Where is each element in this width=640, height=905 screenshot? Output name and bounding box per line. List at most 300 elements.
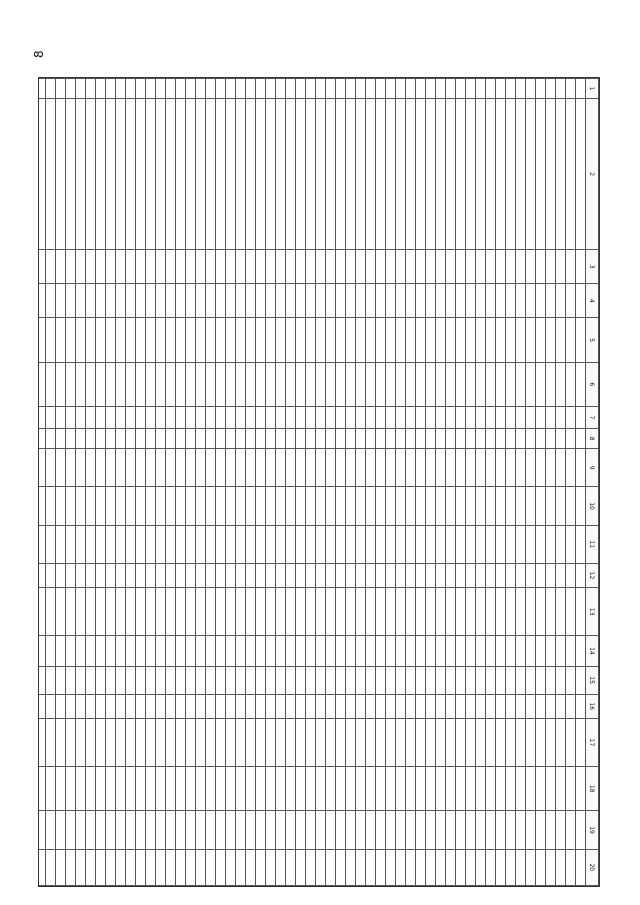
table-cell xyxy=(66,99,76,250)
table-cell xyxy=(306,318,316,362)
table-cell xyxy=(516,718,526,766)
table-cell xyxy=(136,487,146,525)
table-cell xyxy=(166,636,176,666)
table-cell xyxy=(86,284,96,318)
table-cell xyxy=(38,318,46,362)
table-cell xyxy=(38,694,46,718)
table-cell xyxy=(396,250,406,284)
table-cell xyxy=(56,99,66,250)
table-cell xyxy=(556,449,566,487)
table-cell xyxy=(96,79,106,99)
table-cell xyxy=(136,718,146,766)
table-cell xyxy=(396,588,406,636)
table-cell xyxy=(286,284,296,318)
table-cell xyxy=(106,429,116,449)
table-cell xyxy=(556,694,566,718)
table-cell xyxy=(416,487,426,525)
table-cell xyxy=(46,318,56,362)
table-cell xyxy=(456,449,466,487)
table-cell xyxy=(436,284,446,318)
table-cell xyxy=(386,284,396,318)
table-cell xyxy=(476,636,486,666)
table-cell xyxy=(346,79,356,99)
table-cell xyxy=(436,318,446,362)
table-cell xyxy=(286,99,296,250)
table-cell xyxy=(216,666,226,694)
table-cell xyxy=(486,694,496,718)
table-cell xyxy=(336,362,346,406)
table-cell xyxy=(386,99,396,250)
table-cell xyxy=(46,636,56,666)
table-cell xyxy=(426,694,436,718)
table-cell xyxy=(136,767,146,811)
column-number: 8 xyxy=(586,429,599,449)
table-cell xyxy=(296,811,306,849)
table-cell xyxy=(106,694,116,718)
table-cell xyxy=(136,99,146,250)
table-cell xyxy=(556,849,566,885)
table-cell xyxy=(576,525,586,563)
table-cell xyxy=(366,666,376,694)
table-cell xyxy=(366,284,376,318)
table-cell xyxy=(576,449,586,487)
table-cell xyxy=(256,525,266,563)
table-cell xyxy=(316,99,326,250)
table-cell xyxy=(536,849,546,885)
table-cell xyxy=(326,525,336,563)
table-cell xyxy=(136,79,146,99)
table-cell xyxy=(476,588,486,636)
table-cell xyxy=(336,811,346,849)
table-cell xyxy=(356,449,366,487)
table-cell xyxy=(146,318,156,362)
table-cell xyxy=(306,636,316,666)
table-cell xyxy=(196,429,206,449)
table-cell xyxy=(86,811,96,849)
table-cell xyxy=(116,811,126,849)
table-cell xyxy=(476,284,486,318)
table-cell xyxy=(456,79,466,99)
table-row xyxy=(546,79,556,886)
table-cell xyxy=(236,284,246,318)
table-cell xyxy=(86,99,96,250)
table-cell xyxy=(376,694,386,718)
table-cell xyxy=(436,79,446,99)
table-cell xyxy=(76,250,86,284)
table-cell xyxy=(536,362,546,406)
table-cell xyxy=(256,362,266,406)
table-cell xyxy=(76,79,86,99)
table-cell xyxy=(306,588,316,636)
table-cell xyxy=(486,487,496,525)
table-cell xyxy=(296,429,306,449)
table-cell xyxy=(296,79,306,99)
table-cell xyxy=(46,362,56,406)
table-cell xyxy=(76,636,86,666)
table-cell xyxy=(536,79,546,99)
table-cell xyxy=(496,811,506,849)
table-cell xyxy=(516,666,526,694)
table-cell xyxy=(406,636,416,666)
table-cell xyxy=(186,79,196,99)
table-cell xyxy=(356,849,366,885)
table-cell xyxy=(476,79,486,99)
table-cell xyxy=(66,79,76,99)
table-cell xyxy=(66,284,76,318)
table-cell xyxy=(326,449,336,487)
table-row xyxy=(356,79,366,886)
table-cell xyxy=(166,406,176,428)
table-cell xyxy=(216,449,226,487)
table-cell xyxy=(116,718,126,766)
table-cell xyxy=(226,694,236,718)
table-cell xyxy=(286,767,296,811)
table-cell xyxy=(96,694,106,718)
table-cell xyxy=(536,99,546,250)
table-cell xyxy=(556,284,566,318)
table-cell xyxy=(46,563,56,587)
table-cell xyxy=(306,718,316,766)
table-cell xyxy=(316,318,326,362)
table-cell xyxy=(38,449,46,487)
table-cell xyxy=(276,563,286,587)
table-cell xyxy=(336,406,346,428)
table-cell xyxy=(366,406,376,428)
table-cell xyxy=(376,362,386,406)
table-cell xyxy=(416,406,426,428)
table-cell xyxy=(116,362,126,406)
table-cell xyxy=(556,487,566,525)
table-cell xyxy=(236,718,246,766)
table-cell xyxy=(516,318,526,362)
table-cell xyxy=(186,718,196,766)
table-cell xyxy=(486,636,496,666)
table-cell xyxy=(386,666,396,694)
column-number-row xyxy=(586,79,599,886)
table-cell xyxy=(546,849,556,885)
table-cell xyxy=(176,525,186,563)
table-cell xyxy=(416,718,426,766)
table-cell xyxy=(336,525,346,563)
table-cell xyxy=(296,694,306,718)
table-cell xyxy=(46,694,56,718)
table-cell xyxy=(366,487,376,525)
column-number: 9 xyxy=(586,449,599,487)
table-cell xyxy=(506,406,516,428)
table-cell xyxy=(426,811,436,849)
table-cell xyxy=(576,694,586,718)
table-cell xyxy=(256,406,266,428)
table-cell xyxy=(566,99,576,250)
table-cell xyxy=(396,284,406,318)
table-cell xyxy=(546,811,556,849)
table-cell xyxy=(416,811,426,849)
table-cell xyxy=(416,636,426,666)
table-cell xyxy=(38,284,46,318)
table-cell xyxy=(476,318,486,362)
table-cell xyxy=(126,487,136,525)
table-row xyxy=(166,79,176,886)
table-cell xyxy=(456,767,466,811)
table-cell xyxy=(186,250,196,284)
table-cell xyxy=(196,487,206,525)
table-cell xyxy=(346,284,356,318)
table-cell xyxy=(576,284,586,318)
table-cell xyxy=(516,406,526,428)
table-cell xyxy=(176,362,186,406)
table-cell xyxy=(406,487,416,525)
table-cell xyxy=(166,694,176,718)
table-cell xyxy=(386,849,396,885)
table-cell xyxy=(576,718,586,766)
table-cell xyxy=(556,429,566,449)
table-cell xyxy=(576,406,586,428)
table-cell xyxy=(76,849,86,885)
table-cell xyxy=(386,429,396,449)
table-cell xyxy=(46,99,56,250)
table-cell xyxy=(246,767,256,811)
table-cell xyxy=(166,767,176,811)
table-cell xyxy=(56,525,66,563)
table-cell xyxy=(316,694,326,718)
table-row xyxy=(226,79,236,886)
table-cell xyxy=(326,767,336,811)
table-cell xyxy=(456,588,466,636)
table-cell xyxy=(56,811,66,849)
table-cell xyxy=(156,636,166,666)
table-cell xyxy=(316,429,326,449)
table-cell xyxy=(86,636,96,666)
table-cell xyxy=(96,406,106,428)
table-cell xyxy=(246,284,256,318)
column-number: 15 xyxy=(586,666,599,694)
table-cell xyxy=(236,429,246,449)
table-cell xyxy=(116,406,126,428)
table-cell xyxy=(446,588,456,636)
table-cell xyxy=(226,767,236,811)
table-cell xyxy=(566,284,576,318)
table-cell xyxy=(116,284,126,318)
table-cell xyxy=(306,694,316,718)
table-cell xyxy=(266,449,276,487)
table-cell xyxy=(496,718,506,766)
table-cell xyxy=(496,99,506,250)
column-number: 18 xyxy=(586,767,599,811)
table-cell xyxy=(176,811,186,849)
table-cell xyxy=(366,636,376,666)
table-cell xyxy=(566,525,576,563)
table-cell xyxy=(296,406,306,428)
table-cell xyxy=(336,694,346,718)
table-cell xyxy=(426,767,436,811)
table-cell xyxy=(316,718,326,766)
table-cell xyxy=(106,318,116,362)
table-cell xyxy=(466,588,476,636)
table-cell xyxy=(466,811,476,849)
table-cell xyxy=(186,563,196,587)
table-cell xyxy=(186,449,196,487)
table-cell xyxy=(236,362,246,406)
table-cell xyxy=(76,406,86,428)
table-cell xyxy=(236,694,246,718)
table-cell xyxy=(236,811,246,849)
table-cell xyxy=(446,811,456,849)
table-row xyxy=(436,79,446,886)
table-cell xyxy=(216,429,226,449)
table-cell xyxy=(86,767,96,811)
table-cell xyxy=(346,636,356,666)
table-cell xyxy=(546,694,556,718)
table-cell xyxy=(176,406,186,428)
table-cell xyxy=(146,767,156,811)
table-cell xyxy=(456,525,466,563)
table-cell xyxy=(456,284,466,318)
table-cell xyxy=(426,563,436,587)
table-cell xyxy=(56,362,66,406)
table-cell xyxy=(566,362,576,406)
table-cell xyxy=(366,318,376,362)
table-cell xyxy=(536,449,546,487)
table-cell xyxy=(236,636,246,666)
table-cell xyxy=(556,250,566,284)
table-cell xyxy=(216,811,226,849)
table-cell xyxy=(126,588,136,636)
table-cell xyxy=(196,636,206,666)
table-cell xyxy=(206,588,216,636)
table-cell xyxy=(336,636,346,666)
table-cell xyxy=(186,588,196,636)
table-cell xyxy=(96,563,106,587)
table-cell xyxy=(216,694,226,718)
table-cell xyxy=(96,487,106,525)
table-cell xyxy=(226,362,236,406)
table-cell xyxy=(416,849,426,885)
table-cell xyxy=(546,406,556,428)
table-cell xyxy=(446,99,456,250)
table-cell xyxy=(466,250,476,284)
table-cell xyxy=(296,718,306,766)
table-cell xyxy=(286,636,296,666)
table-cell xyxy=(76,429,86,449)
table-cell xyxy=(66,362,76,406)
table-cell xyxy=(38,487,46,525)
table-cell xyxy=(356,525,366,563)
table-row xyxy=(466,79,476,886)
table-cell xyxy=(446,767,456,811)
table-cell xyxy=(266,767,276,811)
table-cell xyxy=(366,79,376,99)
table-cell xyxy=(66,449,76,487)
table-cell xyxy=(46,250,56,284)
table-cell xyxy=(356,588,366,636)
table-cell xyxy=(196,849,206,885)
table-cell xyxy=(456,849,466,885)
table-cell xyxy=(386,449,396,487)
table-cell xyxy=(256,811,266,849)
table-cell xyxy=(246,429,256,449)
table-cell xyxy=(116,636,126,666)
table-cell xyxy=(106,406,116,428)
table-cell xyxy=(296,318,306,362)
table-cell xyxy=(246,79,256,99)
table-cell xyxy=(146,99,156,250)
table-cell xyxy=(146,563,156,587)
table-cell xyxy=(546,588,556,636)
table-cell xyxy=(466,849,476,885)
table-cell xyxy=(76,718,86,766)
table-cell xyxy=(116,563,126,587)
table-row xyxy=(136,79,146,886)
table-row xyxy=(116,79,126,886)
table-cell xyxy=(426,429,436,449)
table-cell xyxy=(546,487,556,525)
table-cell xyxy=(306,849,316,885)
table-cell xyxy=(196,449,206,487)
table-row xyxy=(76,79,86,886)
table-cell xyxy=(406,99,416,250)
table-cell xyxy=(146,588,156,636)
table-cell xyxy=(556,525,566,563)
table-cell xyxy=(316,563,326,587)
table-cell xyxy=(136,406,146,428)
table-cell xyxy=(536,666,546,694)
table-cell xyxy=(266,250,276,284)
column-number: 19 xyxy=(586,811,599,849)
table-cell xyxy=(186,487,196,525)
table-cell xyxy=(38,718,46,766)
table-cell xyxy=(496,636,506,666)
table-cell xyxy=(236,79,246,99)
table-cell xyxy=(296,284,306,318)
table-cell xyxy=(216,849,226,885)
table-cell xyxy=(476,563,486,587)
table-cell xyxy=(496,406,506,428)
table-cell xyxy=(196,666,206,694)
table-cell xyxy=(166,811,176,849)
table-cell xyxy=(446,79,456,99)
table-cell xyxy=(346,318,356,362)
table-cell xyxy=(406,250,416,284)
table-cell xyxy=(536,429,546,449)
table-cell xyxy=(196,250,206,284)
table-cell xyxy=(116,487,126,525)
table-cell xyxy=(236,406,246,428)
table-cell xyxy=(376,636,386,666)
table-cell xyxy=(286,588,296,636)
table-cell xyxy=(346,525,356,563)
table-cell xyxy=(376,849,386,885)
table-cell xyxy=(176,718,186,766)
table-cell xyxy=(526,666,536,694)
table-cell xyxy=(356,636,366,666)
table-cell xyxy=(496,429,506,449)
table-cell xyxy=(376,588,386,636)
table-cell xyxy=(96,636,106,666)
table-cell xyxy=(186,811,196,849)
table-cell xyxy=(346,849,356,885)
table-cell xyxy=(436,849,446,885)
table-cell xyxy=(176,449,186,487)
table-cell xyxy=(196,563,206,587)
table-cell xyxy=(156,811,166,849)
table-cell xyxy=(256,767,266,811)
table-cell xyxy=(306,429,316,449)
table-cell xyxy=(416,250,426,284)
table-cell xyxy=(486,99,496,250)
table-row xyxy=(476,79,486,886)
table-cell xyxy=(146,694,156,718)
table-cell xyxy=(456,406,466,428)
